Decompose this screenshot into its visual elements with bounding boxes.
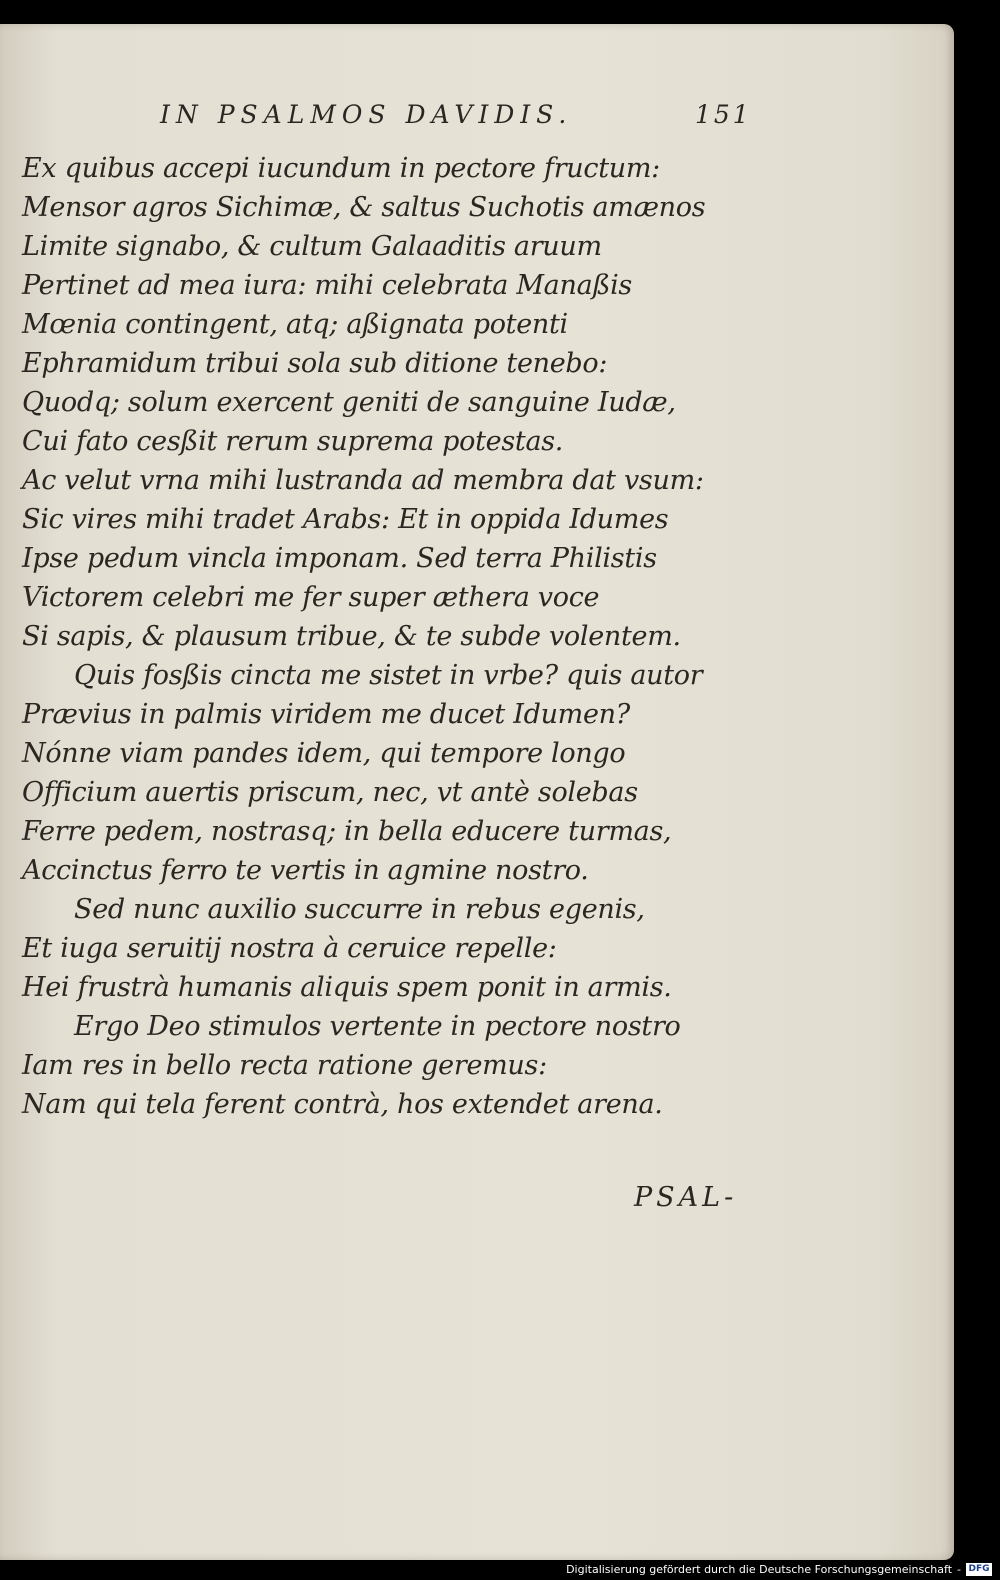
digitization-credit: [566, 1561, 992, 1577]
verse-line: Victorem celebri me fer super æthera voce: [22, 582, 600, 613]
credit-separator: -: [957, 1562, 961, 1576]
verse-line: Ex quibus accepi iucundum in pectore fructum:: [22, 153, 660, 184]
verse-line: Officium auertis priscum, nec, vt antè solebas: [22, 777, 638, 808]
verse-line: Et iuga seruitij nostra à ceruice repelle:: [22, 933, 557, 964]
verse-line: Limite signabo, & cultum Galaaditis aruum: [22, 231, 602, 262]
verse-line: Prævius in palmis viridem me ducet Idumen?: [22, 699, 630, 730]
verse-line: Mensor agros Sichimæ, & saltus Suchotis amænos: [22, 192, 706, 223]
verse-line: Quis fosßis cincta me sistet in vrbe? quis autor: [74, 660, 703, 691]
verse-line: Pertinet ad mea iura: mihi celebrata Manaßis: [22, 270, 632, 301]
verse-line: Sed nunc auxilio succurre in rebus egenis,: [74, 894, 645, 925]
dfg-logo: DFG: [966, 1563, 992, 1576]
verse-line: Quodq; solum exercent geniti de sanguine Iudæ,: [22, 387, 676, 418]
page-number: 151: [695, 100, 752, 129]
verse-line: Ferre pedem, nostrasq; in bella educere turmas,: [22, 816, 672, 847]
verse-line: Si sapis, & plausum tribue, & te subde volentem.: [22, 621, 681, 652]
book-page: [0, 24, 954, 1560]
verse-line: Nam qui tela ferent contrà, hos extendet arena.: [22, 1089, 663, 1120]
verse-line: Cui fato cesßit rerum suprema potestas.: [22, 426, 564, 457]
verse-line: Mœnia contingent, atq; aßignata potenti: [22, 309, 568, 340]
verse-line: Accinctus ferro te vertis in agmine nostro.: [22, 855, 589, 886]
verse-line: Ephramidum tribui sola sub ditione tenebo:: [22, 348, 608, 379]
verse-line: Sic vires mihi tradet Arabs: Et in oppida Idumes: [22, 504, 669, 535]
verse-line: Iam res in bello recta ratione geremus:: [22, 1050, 547, 1081]
credit-text: Digitalisierung gefördert durch die Deutsche Forschungsgemeinschaft: [566, 1562, 953, 1576]
running-head: IN PSALMOS DAVIDIS.: [160, 100, 573, 129]
verse-block: [22, 149, 782, 1124]
catchword: PSAL-: [634, 1182, 738, 1213]
verse-line: Ac velut vrna mihi lustranda ad membra dat vsum:: [22, 465, 704, 496]
verse-line: Ergo Deo stimulos vertente in pectore nostro: [74, 1011, 681, 1042]
verse-line: Hei frustrà humanis aliquis spem ponit in armis.: [22, 972, 672, 1003]
verse-line: Nónne viam pandes idem, qui tempore longo: [22, 738, 626, 769]
verse-line: Ipse pedum vincla imponam. Sed terra Philistis: [22, 543, 657, 574]
